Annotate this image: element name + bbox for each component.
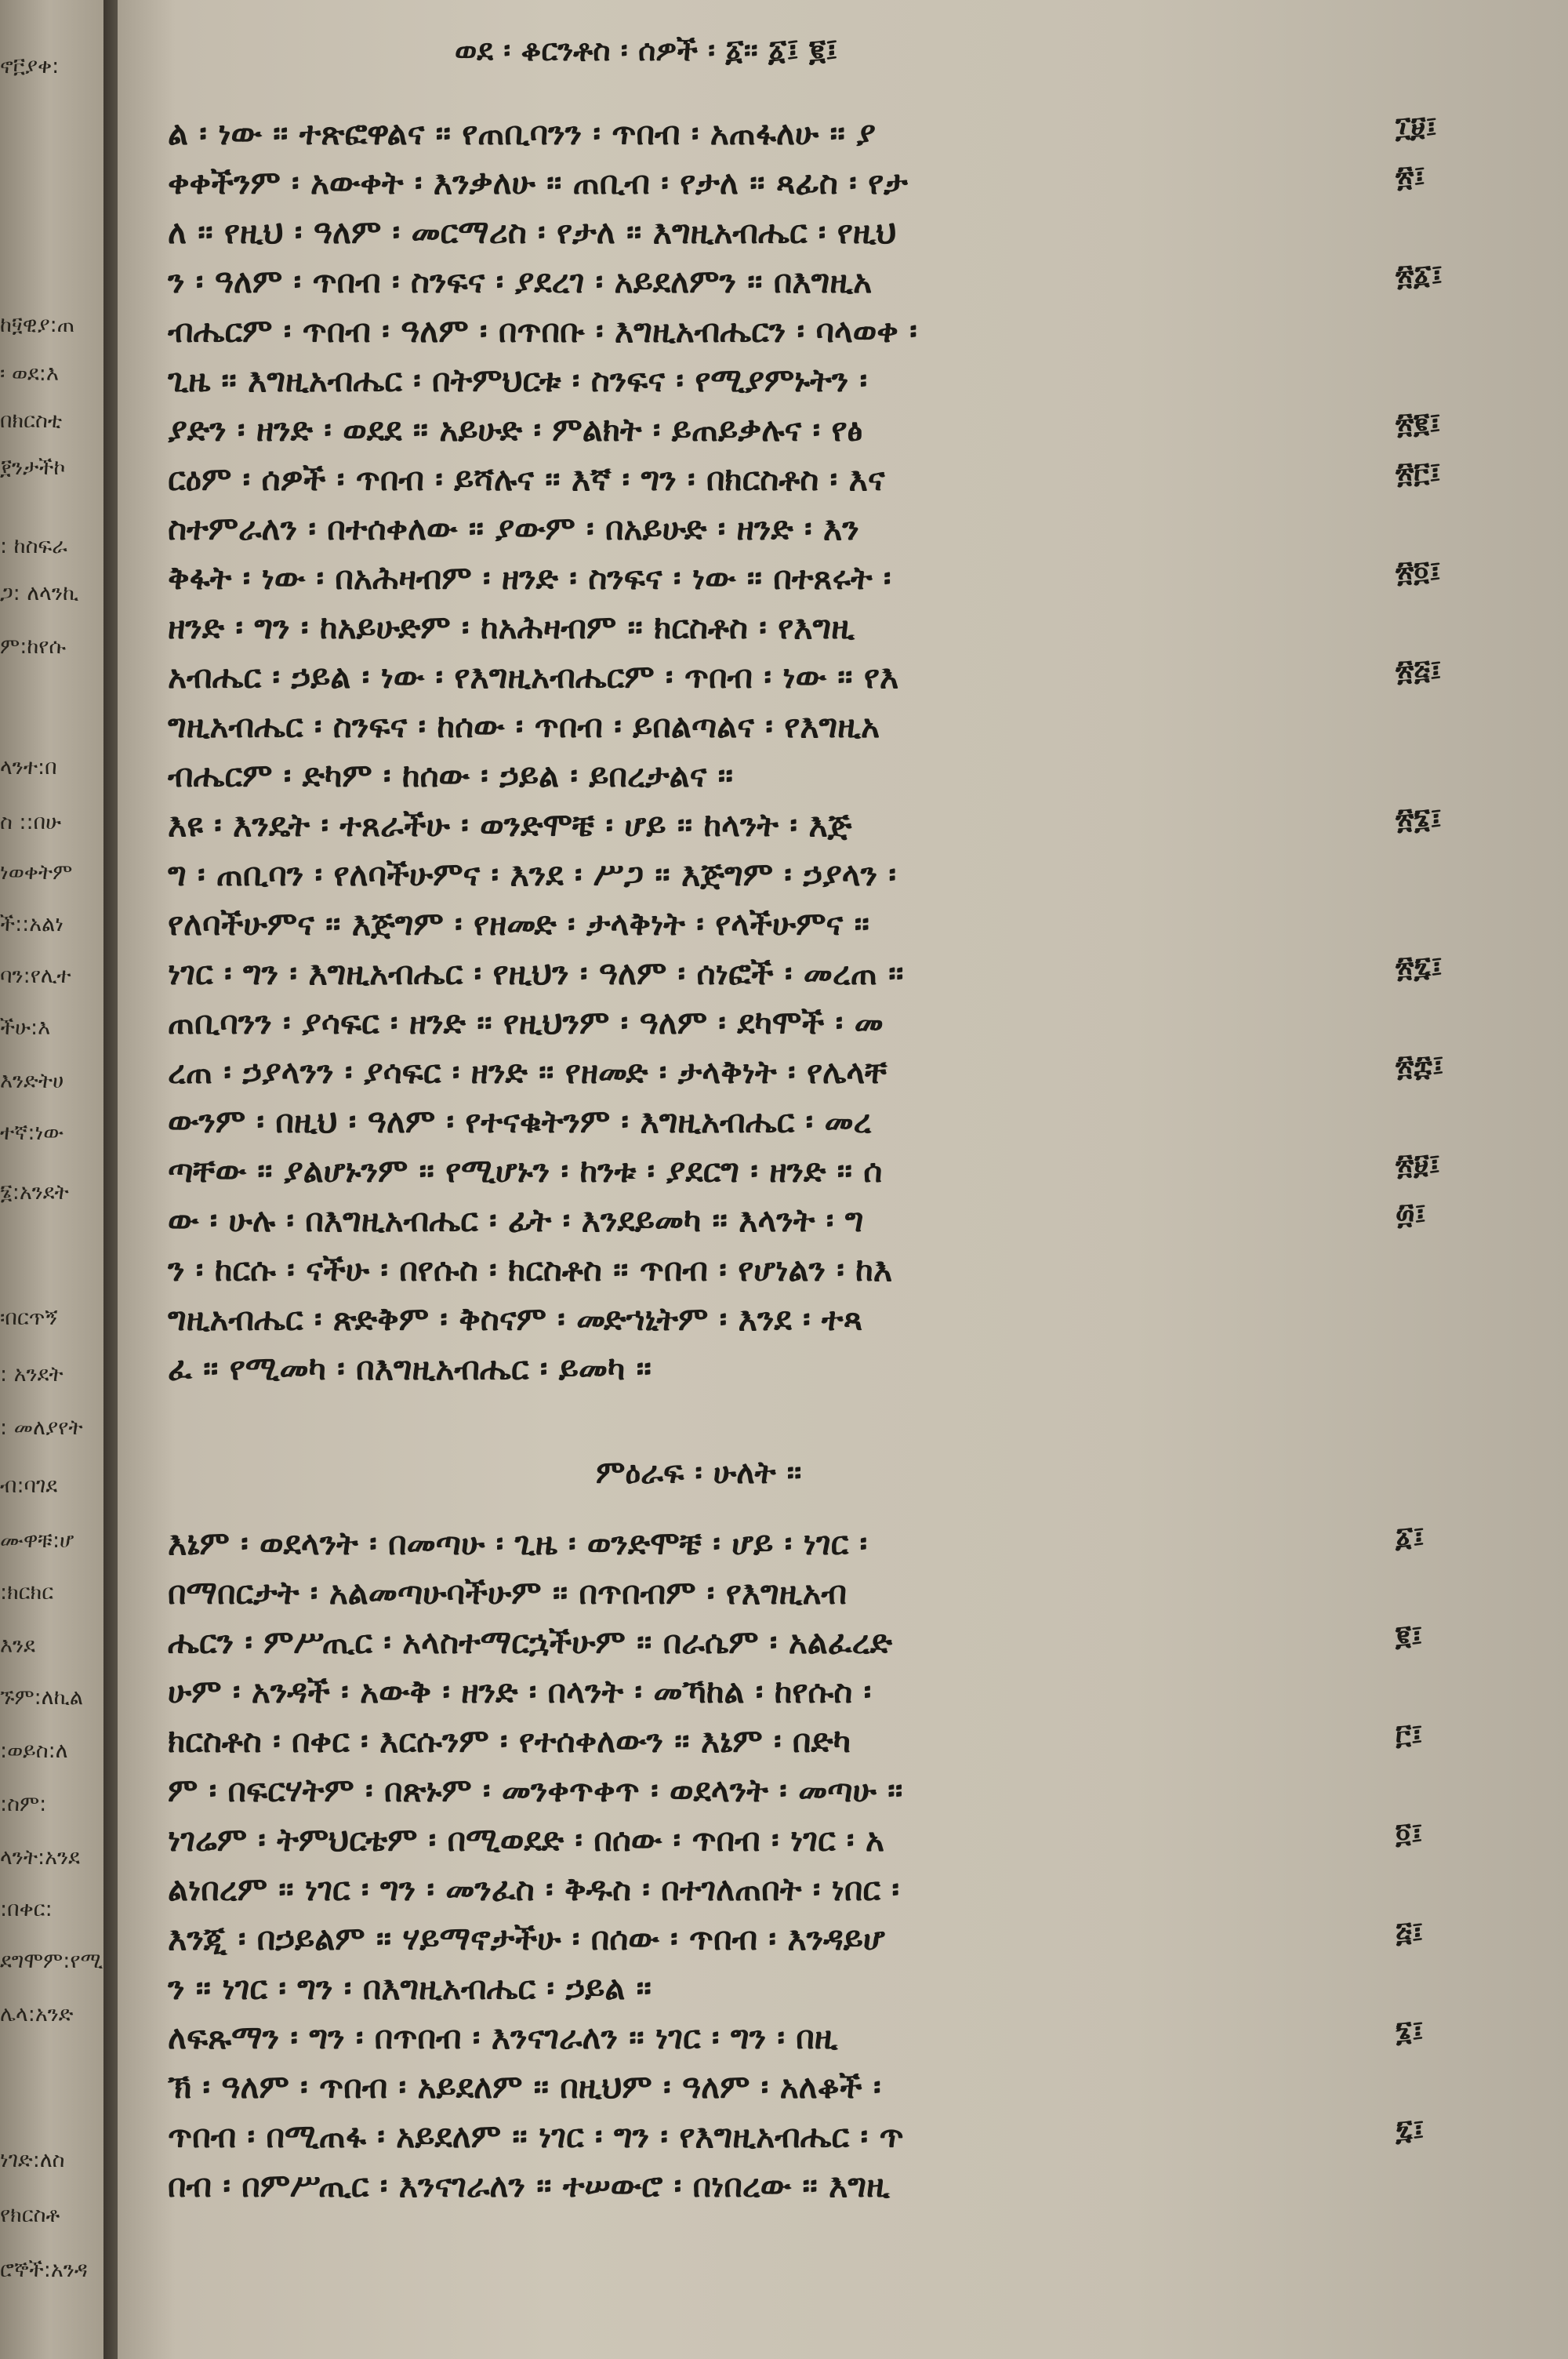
text-line: ግዚአብሔር ፡ ስንፍና ፡ ከሰው ፡ ጥበብ ፡ ይበልጣልና ፡ የእግዚአ xyxy=(168,707,880,745)
left-page-fragment: ችሁ:እ xyxy=(0,1016,51,1040)
verse-number: ፳፩፤ xyxy=(1396,260,1443,292)
left-page-fragment: እንደ xyxy=(0,1634,35,1658)
text-line: እኔም ፡ ወደላንት ፡ በመጣሁ ፡ ጊዜ ፡ ወንድሞቼ ፡ ሆይ ፡ ነገር ፡ xyxy=(168,1525,868,1562)
text-line: ልነበረም ፡፡ ነገር ፡ ግን ፡ መንፈስ ፡ ቅዱስ ፡ በተገለጠበት ፡ ነበር ፡ xyxy=(168,1870,900,1908)
left-page-fragment: ች::አልነ xyxy=(0,913,64,936)
text-line: ነገር ፡ ግን ፡ እግዚአብሔር ፡ የዚህን ፡ ዓለም ፡ ሰነፎች ፡ መረጠ ፡፡ xyxy=(168,954,904,992)
left-page-fragment: : ከስፍራ xyxy=(0,535,67,558)
verse-number: ፴፤ xyxy=(1396,1198,1427,1230)
left-page-fragment: ከ፶ዊያ:ጠ xyxy=(0,314,75,337)
verse-number: ፳፬፤ xyxy=(1396,556,1441,588)
left-page-fragment: ጋ: ለላንኪ xyxy=(0,582,79,605)
text-line: ርዕም ፡ ሰዎች ፡ ጥበብ ፡ ይሻሉና ፡፡ እኛ ፡ ግን ፡ በክርስቶስ ፡ እና xyxy=(168,460,885,498)
left-page-fragment: ፮:አንደት xyxy=(0,1181,69,1205)
text-line: ብሔርም ፡ ድካም ፡ ከሰው ፡ ኃይል ፡ ይበረታልና ፡፡ xyxy=(168,757,734,794)
left-page-fragment: :ስም: xyxy=(0,1793,47,1816)
text-line: ክርስቶስ ፡ በቀር ፡ እርሱንም ፡ የተሰቀለውን ፡፡ እኔም ፡ በድካ xyxy=(168,1722,851,1760)
left-page-fragment: የክርስቶ xyxy=(0,2204,60,2227)
text-line: ቀቀችንም ፡ አውቀት ፡ እንቃለሁ ፡፡ ጠቢብ ፡ የታለ ፡፡ ጻፊስ ፡ የታ xyxy=(168,164,908,202)
verse-number: ፳፯፤ xyxy=(1396,951,1443,983)
text-line: ጠቢባንን ፡ ያሳፍር ፡ ዘንድ ፡፡ የዚህንም ፡ ዓለም ፡ ደካሞች ፡ መ xyxy=(168,1004,884,1041)
verse-number: ፳፰፤ xyxy=(1396,1050,1444,1082)
text-line: ግ ፡ ጠቢባን ፡ የለባችሁምና ፡ እንደ ፡ ሥጋ ፡፡ እጅግም ፡ ኃያላን ፡ xyxy=(168,856,897,893)
left-page-fragment: ኖ፫ያቀ: xyxy=(0,55,60,78)
text-line: ቅፋት ፡ ነው ፡ በአሕዛብም ፡ ዘንድ ፡ ስንፍና ፡ ነው ፡፡ በተጸሩት ፡ xyxy=(168,559,891,597)
text-line: ስተምራለን ፡ በተሰቀለው ፡፡ ያውም ፡ በአይሁድ ፡ ዘንድ ፡ እን xyxy=(168,510,859,547)
verse-number: ፳፮፤ xyxy=(1396,803,1443,835)
text-line: ው ፡ ሁሉ ፡ በእግዚአብሔር ፡ ፊት ፡ እንደይመካ ፡፡ እላንት ፡ ግ xyxy=(168,1201,864,1239)
left-page-fragment: በክርስቲ xyxy=(0,409,63,433)
left-page-fragment: ፻ንታችኮ xyxy=(0,456,66,480)
text-line: ነገሬም ፡ ትምህርቴም ፡ በሚወደድ ፡ በሰው ፡ ጥበብ ፡ ነገር ፡ አ xyxy=(168,1821,884,1859)
verse-number: ፯፤ xyxy=(1396,2114,1425,2146)
text-line: ን ፡ ከርሱ ፡ ናችሁ ፡ በየሱስ ፡ ክርስቶስ ፡፡ ጥበብ ፡ የሆነልን ፡ ከእ xyxy=(168,1251,893,1289)
text-line: ል ፡ ነው ፡፡ ተጽፎዋልና ፡፡ የጠቢባንን ፡ ጥበብ ፡ አጠፋለሁ ፡፡ ያ xyxy=(168,114,876,152)
text-line: ያድን ፡ ዘንድ ፡ ወደደ ፡፡ አይሁድ ፡ ምልክት ፡ ይጠይቃሉና ፡ የፅ xyxy=(168,411,863,449)
left-page-fragment: : አንደት xyxy=(0,1363,64,1387)
left-page-fragment: ላንት:አንደ xyxy=(0,1846,80,1870)
text-line: ጥበብ ፡ በሚጠፋ ፡ አይደለም ፡፡ ነገር ፡ ግን ፡ የእግዚአብሔር ፡ ጥ xyxy=(168,2117,904,2155)
text-line: ሁም ፡ አንዳች ፡ አውቅ ፡ ዘንድ ፡ በላንት ፡ መኻከል ፡ ከየሱስ ፡ xyxy=(168,1673,872,1710)
left-page-fragment: ፡በርጥኝ xyxy=(0,1307,58,1330)
text-line: ብሔርም ፡ ጥበብ ፡ ዓለም ፡ በጥበቡ ፡ እግዚአብሔርን ፡ ባላወቀ ፡ xyxy=(168,312,917,350)
left-page-fragment: ሌላ:አንድ xyxy=(0,2003,74,2026)
page-header-title: ወደ ፡ ቆርንቶስ ፡ ሰዎች ፡ ፩፡፡ ፩፤ ፪፤ xyxy=(455,33,838,67)
left-page-fragment: ብ:ባገደ xyxy=(0,1474,58,1498)
text-line: ውንም ፡ በዚህ ፡ ዓለም ፡ የተናቁትንም ፡ እግዚአብሔር ፡ መረ xyxy=(168,1103,872,1140)
text-line: የለባችሁምና ፡፡ እጅግም ፡ የዘመድ ፡ ታላቅነት ፡ የላችሁምና ፡፡ xyxy=(168,905,869,943)
left-page-fragment: : መለያየት xyxy=(0,1416,83,1440)
left-page-fragment: ፡ ወደ:እ xyxy=(0,362,59,386)
left-page-fragment: ላንተ:በ xyxy=(0,756,57,780)
text-line: ሔርን ፡ ምሥጢር ፡ አላስተማርኋችሁም ፡፡ በራሴም ፡ አልፈረድ xyxy=(168,1623,892,1661)
left-page-fragment: ኙም:ለኪል xyxy=(0,1686,83,1710)
text-line: በብ ፡ በምሥጢር ፡ እንናገራለን ፡፡ ተሠውሮ ፡ በነበረው ፡፡ እግዚ xyxy=(168,2167,890,2205)
text-line: ም ፡ በፍርሃትም ፡ በጽኑም ፡ መንቀጥቀጥ ፡ ወደላንት ፡ መጣሁ ፡፡ xyxy=(168,1772,903,1809)
verse-number: ፳፪፤ xyxy=(1396,408,1441,440)
left-page-fragment: ተኛ:ነው xyxy=(0,1121,64,1145)
text-line: ኽ ፡ ዓለም ፡ ጥበብ ፡ አይደለም ፡፡ በዚህም ፡ ዓለም ፡ አለቆች ፡ xyxy=(168,2068,881,2106)
chapter-heading: ምዕራፍ ፡ ሁለት ፡፡ xyxy=(596,1455,802,1491)
left-page-fragment: እንድትሀ xyxy=(0,1070,64,1093)
left-page-fragment: ደግሞም:የሚ xyxy=(0,1950,103,1973)
left-page-fragment: :ወይስ:ለ xyxy=(0,1739,68,1763)
left-page xyxy=(0,0,110,2359)
left-page-fragment: :በቀር: xyxy=(0,1898,53,1921)
text-line: እንጂ ፡ በኃይልም ፡፡ ሃይማኖታችሁ ፡ በሰው ፡ ጥበብ ፡ እንዳይሆ xyxy=(168,1920,885,1957)
verse-number: ፪፤ xyxy=(1396,1620,1423,1652)
left-page-fragment: ስ ::በሁ xyxy=(0,811,62,834)
verse-number: ፩፤ xyxy=(1396,1521,1425,1554)
verse-number: ፳፫፤ xyxy=(1396,457,1441,489)
text-line: አብሔር ፡ ኃይል ፡ ነው ፡ የእግዚአብሔርም ፡ ጥበብ ፡ ነው ፡፡ የእ xyxy=(168,658,899,696)
verse-number: ፮፤ xyxy=(1396,2016,1424,2048)
left-page-fragment: ሙዋቹ:ሆ xyxy=(0,1529,74,1553)
text-line: በማበርታት ፡ አልመጣሁባችሁም ፡፡ በጥበብም ፡ የእግዚአብ xyxy=(168,1574,848,1612)
text-line: ፈ ፡፡ የሚመካ ፡ በእግዚአብሔር ፡ ይመካ ፡፡ xyxy=(168,1350,652,1387)
verse-number: ፳፤ xyxy=(1396,161,1426,193)
text-line: እዩ ፡ እንዴት ፡ ተጸራችሁ ፡ ወንድሞቼ ፡ ሆይ ፡፡ ከላንት ፡ እጅ xyxy=(168,806,852,844)
text-line: ን ፡ ዓለም ፡ ጥበብ ፡ ስንፍና ፡ ያደረገ ፡ አይደለምን ፡፡ በእግዚአ xyxy=(168,263,873,300)
text-line: ን ፡፡ ነገር ፡ ግን ፡ በእግዚአብሔር ፡ ኃይል ፡፡ xyxy=(168,1969,652,2007)
text-line: ዘንድ ፡ ግን ፡ ከአይሁድም ፡ ከአሕዛብም ፡፡ ክርስቶስ ፡ የእግዚ xyxy=(168,609,855,646)
left-page-fragment: ም:ከየሱ xyxy=(0,635,67,659)
verse-number: ፳፭፤ xyxy=(1396,655,1442,687)
verse-number: ፳፱፤ xyxy=(1396,1149,1441,1181)
left-page-fragment: ባን:የሊተ xyxy=(0,965,71,988)
text-line: ጣቸው ፡፡ ያልሆኑንም ፡፡ የሚሆኑን ፡ ከንቱ ፡ ያደርግ ፡ ዘንድ ፡፡ ሰ xyxy=(168,1152,883,1190)
verse-number: ፫፤ xyxy=(1396,1719,1423,1751)
left-page-fragment: ነወቀትም xyxy=(0,861,73,885)
verse-number: ፬፤ xyxy=(1396,1818,1423,1850)
left-page-fragment: ነገድ:ለስ xyxy=(0,2149,65,2172)
text-line: ጊዜ ፡፡ እግዚአብሔር ፡ በትምህርቱ ፡ ስንፍና ፡ የሚያምኑትን ፡ xyxy=(168,362,868,399)
left-page-fragment: :ክርክር xyxy=(0,1581,54,1605)
text-line: ለፍጹማን ፡ ግን ፡ በጥበብ ፡ እንናገራለን ፡፡ ነገር ፡ ግን ፡ በዚ xyxy=(168,2019,838,2056)
verse-number: ፭፤ xyxy=(1396,1917,1424,1949)
verse-number: ፲፱፤ xyxy=(1396,111,1438,144)
text-line: ረጠ ፡ ኃያላንን ፡ ያሳፍር ፡ ዘንድ ፡፡ የዘመድ ፡ ታላቅነት ፡ የሌላቸ xyxy=(168,1053,887,1091)
text-line: ግዚአብሔር ፡ ጽድቅም ፡ ቅስናም ፡ መድኀኒትም ፡ እንደ ፡ ተጻ xyxy=(168,1300,863,1338)
left-page-fragment: ሮኞች:አንዳ xyxy=(0,2259,88,2282)
text-line: ለ ፡፡ የዚህ ፡ ዓለም ፡ መርማሪስ ፡ የታለ ፡፡ እግዚአብሔር ፡ የዚህ xyxy=(168,213,897,251)
